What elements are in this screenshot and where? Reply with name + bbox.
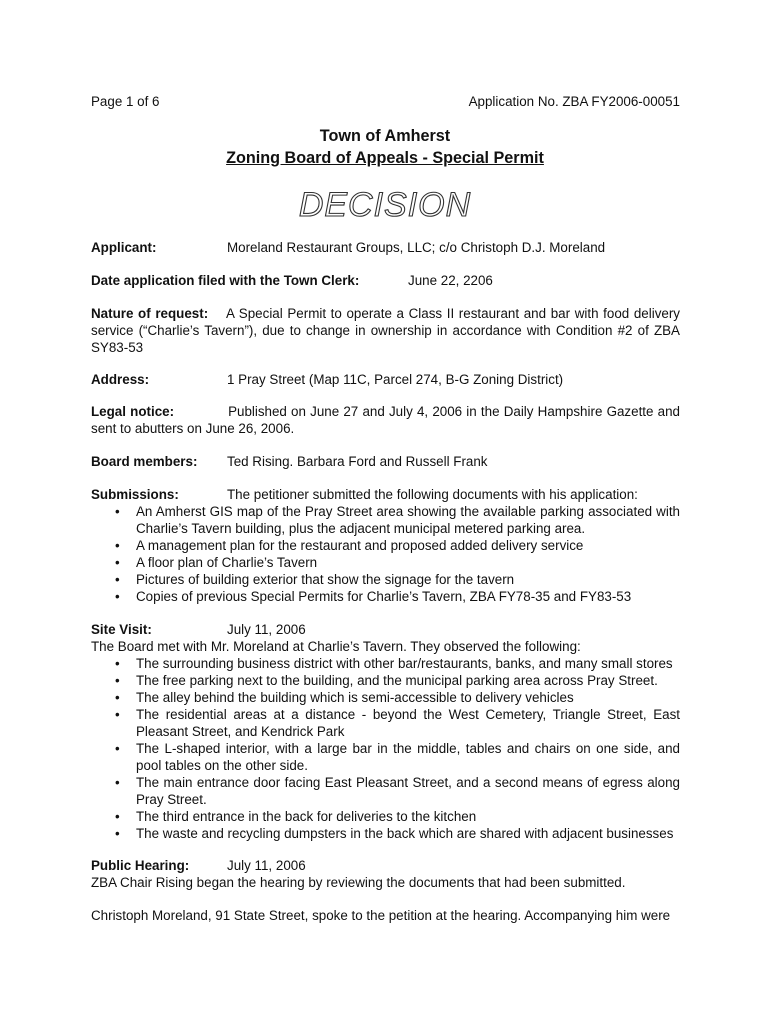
public-hearing-p2: Christoph Moreland, 91 State Street, spoke to the petition at the hearing. Accompanying him were: [91, 908, 671, 923]
public-hearing-label: Public Hearing:: [91, 858, 190, 873]
submissions-value: The petitioner submitted the following documents with his application:: [227, 487, 638, 502]
bullet-icon: •: [115, 707, 120, 722]
nature-value: A Special Permit to operate a Class II restaurant and bar with food delivery service (“Charlie’s Tavern”), due to change in ownership in accordance with Condition #2 of ZBA SY83-53: [91, 306, 680, 355]
date-filed-row: [91, 272, 680, 289]
list-item: • The alley behind the building which is semi-accessible to delivery vehicles: [115, 690, 574, 705]
site-visit-list: [91, 655, 680, 842]
date-filed-value: June 22, 2206: [408, 273, 493, 288]
site-visit-value: July 11, 2006: [227, 622, 306, 637]
bullet-icon: •: [115, 572, 120, 587]
list-item: • The free parking next to the building, and the municipal parking area across Pray Street.: [115, 673, 658, 688]
list-item: • A floor plan of Charlie’s Tavern: [115, 555, 318, 570]
board-members-label: Board members:: [91, 454, 198, 469]
bullet-icon: •: [115, 775, 120, 790]
submissions-row: [91, 486, 680, 503]
applicant-label: Applicant:: [91, 240, 157, 255]
list-item: • The L-shaped interior, with a large bar in the middle, tables and chairs on one side, and pool tables on the other side.: [115, 741, 680, 773]
bullet-icon: •: [115, 741, 120, 756]
public-hearing-row: [91, 857, 680, 874]
bullet-icon: •: [115, 809, 120, 824]
board-title: Zoning Board of Appeals - Special Permit: [226, 149, 544, 167]
board-members-row: [91, 453, 680, 470]
page-number: Page 1 of 6: [91, 94, 160, 109]
site-visit-label: Site Visit:: [91, 622, 152, 637]
list-item: • An Amherst GIS map of the Pray Street area showing the available parking associated with Charlie’s Tavern building, plus the adjacent municipal metered parking area.: [115, 504, 680, 536]
application-number: Application No. ZBA FY2006-00051: [468, 94, 680, 109]
board-members-value: Ted Rising. Barbara Ford and Russell Frank: [227, 454, 488, 469]
nature-row: [91, 305, 680, 356]
list-item: • Copies of previous Special Permits for Charlie’s Tavern, ZBA FY78-35 and FY83-53: [115, 589, 632, 604]
legal-notice-label: Legal notice:: [91, 404, 175, 419]
list-item: • A management plan for the restaurant and proposed added delivery service: [115, 538, 584, 553]
bullet-icon: •: [115, 589, 120, 604]
list-item: • The surrounding business district with other bar/restaurants, banks, and many small stores: [115, 656, 673, 671]
list-item: • Pictures of building exterior that show the signage for the tavern: [115, 572, 515, 587]
list-item: • The main entrance door facing East Pleasant Street, and a second means of egress along Pray Street.: [115, 775, 680, 807]
legal-notice-row: [91, 403, 680, 437]
address-row: [91, 371, 680, 388]
bullet-icon: •: [115, 673, 120, 688]
town-title: Town of Amherst: [319, 127, 451, 145]
nature-label: Nature of request:: [91, 306, 209, 321]
list-item: • The waste and recycling dumpsters in the back which are shared with adjacent businesses: [115, 826, 674, 841]
list-item: • The third entrance in the back for deliveries to the kitchen: [115, 809, 477, 824]
address-value: 1 Pray Street (Map 11C, Parcel 274, B-G Zoning District): [227, 372, 564, 387]
bullet-icon: •: [115, 656, 120, 671]
bullet-icon: •: [115, 538, 120, 553]
legal-notice-value: Published on June 27 and July 4, 2006 in the Daily Hampshire Gazette and sent to abutters on June 26, 2006.: [91, 404, 680, 436]
submissions-list: [91, 503, 680, 605]
board-title-wrap: [0, 149, 770, 168]
address-label: Address:: [91, 372, 150, 387]
decision-heading: DECISION: [298, 186, 472, 224]
bullet-icon: •: [115, 826, 120, 841]
applicant-row: [91, 239, 680, 256]
public-hearing-p1: ZBA Chair Rising began the hearing by reviewing the documents that had been submitted.: [91, 875, 626, 890]
bullet-icon: •: [115, 555, 120, 570]
site-visit-intro: The Board met with Mr. Moreland at Charlie’s Tavern. They observed the following:: [91, 639, 581, 654]
date-filed-label: Date application filed with the Town Clerk:: [91, 273, 360, 288]
submissions-label: Submissions:: [91, 487, 179, 502]
list-item: • The residential areas at a distance - beyond the West Cemetery, Triangle Street, East Pleasant Street, and Kendrick Park: [115, 707, 680, 739]
public-hearing-value: July 11, 2006: [227, 858, 306, 873]
bullet-icon: •: [115, 504, 120, 519]
bullet-icon: •: [115, 690, 120, 705]
applicant-value: Moreland Restaurant Groups, LLC; c/o Christoph D.J. Moreland: [227, 240, 606, 255]
site-visit-row: [91, 621, 680, 638]
